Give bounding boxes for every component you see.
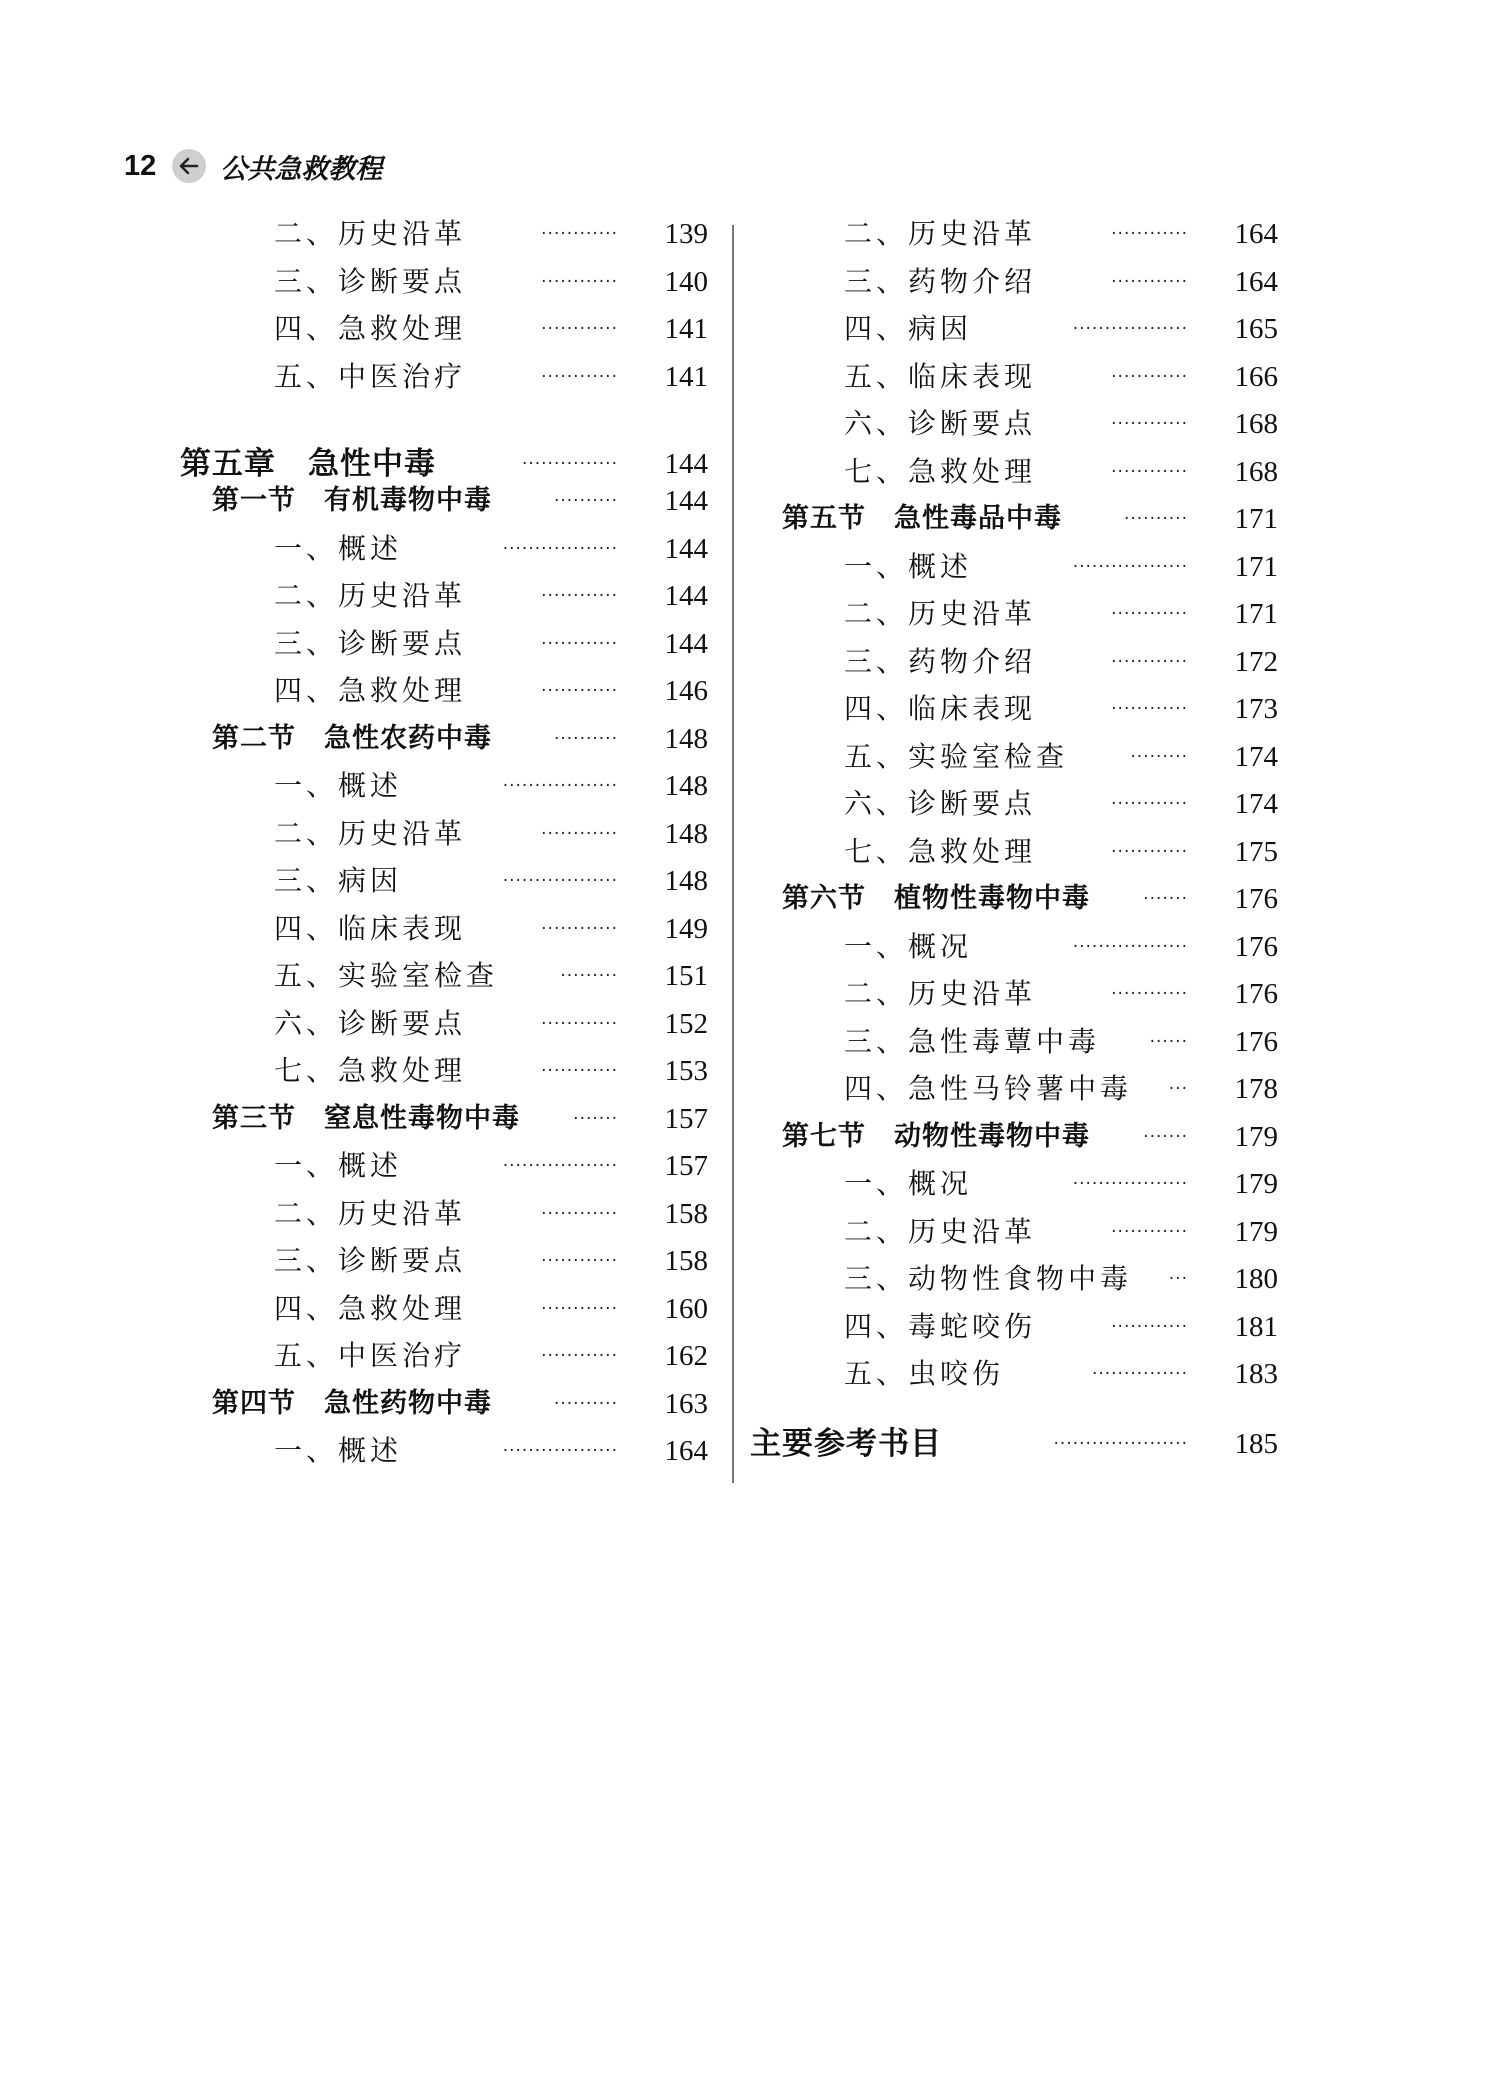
toc-entry-page: 171 bbox=[1234, 550, 1278, 583]
leader-dots: ·········· bbox=[553, 728, 618, 749]
toc-entry-page: 144 bbox=[664, 485, 708, 517]
toc-entry-item bbox=[748, 309, 1278, 357]
leader-dots: ············ bbox=[541, 224, 618, 244]
toc-entry-item bbox=[748, 974, 1278, 1022]
toc-entry-page: 166 bbox=[1234, 360, 1278, 393]
toc-entry-title: 七、急救处理 bbox=[844, 454, 1037, 488]
toc-entry-page: 160 bbox=[664, 1292, 708, 1325]
toc-entry-item bbox=[176, 1241, 708, 1289]
toc-entry-page: 164 bbox=[664, 1435, 708, 1467]
leader-dots: ············ bbox=[1111, 366, 1188, 387]
toc-entry-item bbox=[748, 452, 1278, 500]
toc-entry-title: 一、概况 bbox=[844, 1167, 973, 1200]
toc-entry-title: 二、历史沿革 bbox=[844, 1214, 1037, 1248]
toc-entry-page: 176 bbox=[1234, 930, 1278, 963]
toc-entry-title: 二、历史沿革 bbox=[844, 597, 1037, 630]
toc-entry-item bbox=[748, 737, 1278, 785]
leader-dots: ············ bbox=[541, 319, 618, 339]
toc-entry-page: 151 bbox=[664, 960, 708, 992]
leader-dots: ············ bbox=[541, 681, 618, 701]
toc-entry-page: 174 bbox=[1234, 788, 1278, 820]
page-number: 12 bbox=[124, 149, 157, 182]
toc-right-column bbox=[748, 214, 1278, 1466]
toc-entry-title: 一、概述 bbox=[274, 1434, 403, 1467]
toc-entry-title: 四、急救处理 bbox=[274, 674, 467, 707]
leader-dots: ··············· bbox=[521, 454, 618, 474]
toc-entry-title: 二、历史沿革 bbox=[274, 816, 467, 850]
toc-entry-item bbox=[748, 404, 1278, 452]
toc-entry-title: 三、病因 bbox=[274, 864, 403, 897]
toc-entry-page: 140 bbox=[664, 265, 708, 298]
toc-entry-page: 171 bbox=[1234, 503, 1278, 535]
leader-dots: ··· bbox=[1168, 1269, 1188, 1289]
leader-dots: ······· bbox=[573, 1108, 618, 1129]
leader-dots: ·················· bbox=[1072, 556, 1188, 577]
toc-entry-title: 五、中医治疗 bbox=[274, 359, 467, 393]
toc-entry-page: 153 bbox=[664, 1055, 708, 1087]
page-header bbox=[124, 142, 382, 190]
toc-entry-page: 165 bbox=[1234, 313, 1278, 345]
leader-dots: ············ bbox=[541, 1203, 618, 1224]
toc-entry-page: 163 bbox=[664, 1387, 708, 1420]
toc-entry-item bbox=[176, 1004, 708, 1052]
toc-entry-title: 第一节 有机毒物中毒 bbox=[212, 485, 492, 516]
toc-entry-item bbox=[176, 576, 708, 624]
leader-dots: ·················· bbox=[1072, 1174, 1188, 1194]
leader-dots: ······· bbox=[1143, 889, 1188, 909]
toc-entry-page: 152 bbox=[664, 1007, 708, 1040]
toc-entry-title: 二、历史沿革 bbox=[274, 579, 467, 612]
leader-dots: ············ bbox=[1111, 984, 1188, 1004]
leader-dots: ············ bbox=[1111, 271, 1188, 292]
toc-entry-title: 三、药物介绍 bbox=[844, 644, 1037, 678]
toc-entry-title: 六、诊断要点 bbox=[274, 1006, 467, 1040]
toc-entry-item bbox=[748, 927, 1278, 975]
toc-entry-item bbox=[176, 956, 708, 1004]
toc-entry-item bbox=[748, 1354, 1278, 1402]
leader-dots: ············ bbox=[541, 1251, 618, 1271]
leader-dots: ············ bbox=[541, 633, 618, 654]
toc-entry-title: 四、病因 bbox=[844, 312, 973, 345]
leader-dots: ········· bbox=[560, 966, 618, 986]
toc-entry-page: 168 bbox=[1234, 408, 1278, 440]
toc-entry-page: 183 bbox=[1234, 1358, 1278, 1390]
toc-entry-title: 五、临床表现 bbox=[844, 359, 1037, 393]
toc-entry-item bbox=[748, 1069, 1278, 1117]
toc-entry-item bbox=[176, 624, 708, 672]
leader-dots: ······ bbox=[1149, 1031, 1188, 1052]
toc-entry-page: 164 bbox=[1234, 265, 1278, 298]
leader-dots: ············ bbox=[541, 1346, 618, 1366]
toc-entry-item bbox=[748, 1164, 1278, 1212]
toc-entry-title: 主要参考书目 bbox=[750, 1425, 942, 1462]
leader-dots: ············ bbox=[1111, 224, 1188, 244]
toc-entry-page: 148 bbox=[664, 865, 708, 897]
toc-entry-section bbox=[176, 481, 708, 529]
toc-entry-section bbox=[176, 1384, 708, 1432]
toc-entry-title: 三、诊断要点 bbox=[274, 264, 467, 298]
leader-dots: ············ bbox=[541, 1298, 618, 1319]
leader-dots: ············ bbox=[541, 586, 618, 606]
leader-dots: ····················· bbox=[1053, 1433, 1188, 1454]
toc-entry-title: 一、概述 bbox=[844, 549, 973, 583]
toc-entry-title: 五、虫咬伤 bbox=[844, 1357, 1005, 1390]
leader-dots: ········· bbox=[1130, 746, 1188, 767]
leader-dots: ·················· bbox=[502, 871, 618, 891]
toc-entry-item bbox=[176, 1146, 708, 1194]
leader-dots: ·················· bbox=[502, 1156, 618, 1176]
leader-dots: ·················· bbox=[502, 1441, 618, 1461]
leader-dots: ·················· bbox=[502, 776, 618, 796]
column-divider bbox=[732, 225, 734, 1483]
toc-entry-title: 六、诊断要点 bbox=[844, 787, 1037, 820]
toc-entry-page: 144 bbox=[664, 448, 708, 480]
toc-entry-page: 139 bbox=[664, 218, 708, 250]
toc-entry-page: 180 bbox=[1234, 1263, 1278, 1295]
toc-entry-title: 五、实验室检查 bbox=[274, 959, 499, 992]
toc-entry-page: 176 bbox=[1234, 1025, 1278, 1058]
leader-dots: ············ bbox=[1111, 1221, 1188, 1242]
toc-entry-title: 四、急性马铃薯中毒 bbox=[844, 1072, 1133, 1105]
toc-entry-page: 164 bbox=[1234, 218, 1278, 250]
back-arrow-icon bbox=[172, 149, 206, 183]
toc-entry-bibliography bbox=[748, 1402, 1278, 1466]
leader-dots: ············ bbox=[1111, 414, 1188, 434]
toc-entry-item bbox=[748, 262, 1278, 310]
toc-entry-page: 179 bbox=[1234, 1215, 1278, 1248]
toc-entry-title: 三、诊断要点 bbox=[274, 1244, 467, 1277]
toc-entry-title: 二、历史沿革 bbox=[274, 1196, 467, 1230]
toc-entry-title: 第四节 急性药物中毒 bbox=[212, 1387, 492, 1419]
leader-dots: ······· bbox=[1143, 1126, 1188, 1147]
toc-entry-chapter bbox=[176, 404, 708, 481]
toc-entry-title: 一、概述 bbox=[274, 531, 403, 565]
toc-entry-title: 二、历史沿革 bbox=[274, 217, 467, 250]
toc-entry-item bbox=[176, 1194, 708, 1242]
toc-entry-title: 第六节 植物性毒物中毒 bbox=[782, 883, 1090, 914]
toc-entry-title: 七、急救处理 bbox=[274, 1054, 467, 1087]
toc-entry-page: 144 bbox=[664, 580, 708, 612]
leader-dots: ············ bbox=[1111, 841, 1188, 862]
toc-entry-title: 六、诊断要点 bbox=[844, 407, 1037, 440]
leader-dots: ············ bbox=[541, 366, 618, 387]
leader-dots: ············ bbox=[1111, 699, 1188, 719]
toc-entry-item bbox=[748, 1259, 1278, 1307]
toc-entry-item bbox=[176, 909, 708, 957]
leader-dots: ············ bbox=[1111, 1316, 1188, 1337]
toc-entry-title: 第五节 急性毒品中毒 bbox=[782, 503, 1062, 534]
toc-entry-item bbox=[176, 1336, 708, 1384]
toc-entry-title: 三、药物介绍 bbox=[844, 264, 1037, 298]
book-title: 公共急救教程 bbox=[220, 153, 383, 185]
toc-entry-item bbox=[176, 1051, 708, 1099]
toc-entry-item bbox=[176, 814, 708, 862]
toc-entry-item bbox=[176, 357, 708, 405]
leader-dots: ············ bbox=[1111, 794, 1188, 814]
toc-entry-title: 第七节 动物性毒物中毒 bbox=[782, 1120, 1090, 1152]
toc-entry-section bbox=[748, 1117, 1278, 1165]
toc-entry-item bbox=[176, 861, 708, 909]
toc-entry-item bbox=[176, 1289, 708, 1337]
toc-entry-item bbox=[748, 594, 1278, 642]
toc-entry-item bbox=[748, 1307, 1278, 1355]
toc-entry-item bbox=[748, 784, 1278, 832]
leader-dots: ············ bbox=[541, 918, 618, 939]
toc-entry-title: 三、诊断要点 bbox=[274, 626, 467, 660]
leader-dots: ·················· bbox=[1072, 319, 1188, 339]
leader-dots: ·················· bbox=[502, 538, 618, 559]
leader-dots: ············ bbox=[541, 271, 618, 292]
toc-entry-page: 172 bbox=[1234, 645, 1278, 678]
toc-entry-page: 148 bbox=[664, 817, 708, 850]
leader-dots: ············ bbox=[541, 823, 618, 844]
toc-entry-page: 158 bbox=[664, 1245, 708, 1277]
toc-entry-page: 146 bbox=[664, 675, 708, 707]
toc-entry-item bbox=[748, 357, 1278, 405]
toc-entry-page: 179 bbox=[1234, 1168, 1278, 1200]
toc-entry-title: 第五章 急性中毒 bbox=[180, 446, 436, 482]
toc-entry-page: 157 bbox=[664, 1150, 708, 1182]
toc-entry-title: 第三节 窒息性毒物中毒 bbox=[212, 1102, 520, 1134]
toc-entry-title: 七、急救处理 bbox=[844, 834, 1037, 868]
toc-entry-section bbox=[176, 1099, 708, 1147]
toc-entry-item bbox=[176, 262, 708, 310]
toc-entry-title: 一、概述 bbox=[274, 769, 403, 802]
toc-entry-item bbox=[176, 1431, 708, 1479]
toc-entry-item bbox=[748, 832, 1278, 880]
toc-entry-page: 185 bbox=[1234, 1427, 1278, 1460]
toc-entry-section bbox=[176, 719, 708, 767]
toc-entry-section bbox=[748, 879, 1278, 927]
toc-entry-page: 168 bbox=[1234, 455, 1278, 488]
toc-entry-page: 148 bbox=[664, 770, 708, 802]
leader-dots: ············ bbox=[1111, 651, 1188, 672]
toc-entry-page: 176 bbox=[1234, 883, 1278, 915]
toc-entry-item bbox=[748, 689, 1278, 737]
toc-entry-title: 三、动物性食物中毒 bbox=[844, 1262, 1133, 1295]
toc-entry-title: 一、概况 bbox=[844, 929, 973, 963]
toc-entry-page: 181 bbox=[1234, 1310, 1278, 1343]
toc-entry-page: 158 bbox=[664, 1197, 708, 1230]
leader-dots: ·················· bbox=[1072, 936, 1188, 957]
toc-entry-page: 148 bbox=[664, 722, 708, 755]
toc-entry-page: 141 bbox=[664, 360, 708, 393]
toc-entry-item bbox=[176, 671, 708, 719]
toc-left-column bbox=[176, 214, 708, 1479]
leader-dots: ·········· bbox=[1123, 509, 1188, 529]
leader-dots: ············ bbox=[541, 1013, 618, 1034]
toc-entry-page: 144 bbox=[664, 627, 708, 660]
toc-entry-page: 157 bbox=[664, 1102, 708, 1135]
toc-entry-title: 四、临床表现 bbox=[274, 911, 467, 945]
toc-entry-page: 179 bbox=[1234, 1120, 1278, 1153]
toc-entry-page: 162 bbox=[664, 1340, 708, 1372]
toc-entry-item bbox=[748, 214, 1278, 262]
toc-entry-page: 149 bbox=[664, 912, 708, 945]
toc-entry-title: 四、急救处理 bbox=[274, 1291, 467, 1325]
toc-entry-item bbox=[176, 214, 708, 262]
toc-entry-page: 175 bbox=[1234, 835, 1278, 868]
toc-entry-item bbox=[748, 1022, 1278, 1070]
toc-entry-title: 三、急性毒蕈中毒 bbox=[844, 1024, 1101, 1058]
toc-entry-title: 二、历史沿革 bbox=[844, 217, 1037, 250]
leader-dots: ·········· bbox=[553, 1393, 618, 1414]
toc-entry-item bbox=[748, 547, 1278, 595]
toc-entry-title: 五、实验室检查 bbox=[844, 739, 1069, 773]
leader-dots: ··· bbox=[1168, 1079, 1188, 1099]
toc-entry-title: 第二节 急性农药中毒 bbox=[212, 722, 492, 754]
toc-entry-title: 二、历史沿革 bbox=[844, 977, 1037, 1010]
toc-entry-page: 144 bbox=[664, 532, 708, 565]
toc-entry-item bbox=[176, 766, 708, 814]
toc-entry-page: 174 bbox=[1234, 740, 1278, 773]
toc-entry-page: 178 bbox=[1234, 1073, 1278, 1105]
leader-dots: ············ bbox=[1111, 461, 1188, 482]
leader-dots: ·········· bbox=[553, 491, 618, 511]
toc-entry-item bbox=[748, 642, 1278, 690]
toc-entry-page: 176 bbox=[1234, 978, 1278, 1010]
leader-dots: ············ bbox=[541, 1061, 618, 1081]
toc-entry-page: 171 bbox=[1234, 598, 1278, 630]
leader-dots: ············ bbox=[1111, 604, 1188, 624]
toc-entry-section bbox=[748, 499, 1278, 547]
toc-entry-item bbox=[176, 529, 708, 577]
toc-entry-title: 五、中医治疗 bbox=[274, 1339, 467, 1372]
toc-entry-title: 四、临床表现 bbox=[844, 692, 1037, 725]
toc-entry-page: 173 bbox=[1234, 693, 1278, 725]
toc-entry-page: 141 bbox=[664, 313, 708, 345]
leader-dots: ··············· bbox=[1091, 1364, 1188, 1384]
toc-entry-title: 四、急救处理 bbox=[274, 312, 467, 345]
toc-entry-title: 一、概述 bbox=[274, 1149, 403, 1182]
toc-entry-item bbox=[176, 309, 708, 357]
toc-entry-title: 四、毒蛇咬伤 bbox=[844, 1309, 1037, 1343]
toc-entry-item bbox=[748, 1212, 1278, 1260]
